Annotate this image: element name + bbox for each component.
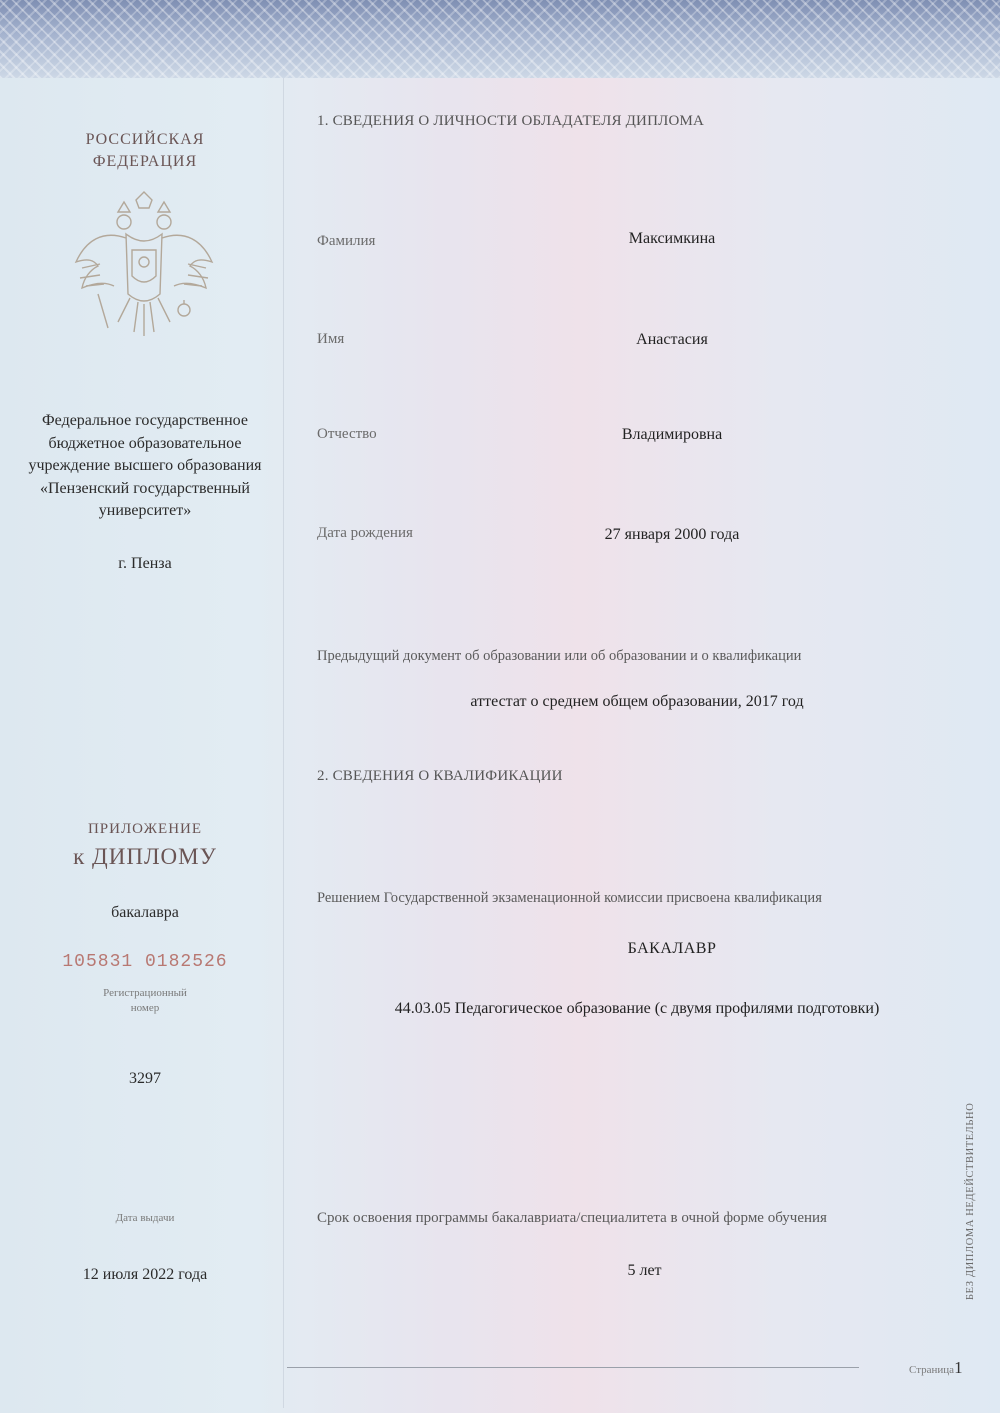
- patronymic-label: Отчество: [317, 426, 377, 442]
- previous-document-value: аттестат о среднем общем образовании, 2017 год: [470, 693, 804, 710]
- issue-date-value: 12 июля 2022 года: [82, 1266, 208, 1283]
- page-indicator: [909, 1358, 963, 1378]
- reg-label-line-1: Регистрационный: [103, 987, 187, 999]
- security-top-band: [0, 0, 1000, 78]
- org-line: Федеральное государственное: [42, 412, 248, 429]
- surname-value: Максимкина: [628, 230, 716, 247]
- city: г. Пенза: [118, 555, 172, 572]
- reg-label-line-2: номер: [130, 1002, 160, 1014]
- study-term-value: 5 лет: [627, 1262, 662, 1279]
- org-line: университет»: [98, 502, 192, 519]
- country-name: [45, 129, 245, 173]
- birth-date-value: 27 января 2000 года: [604, 526, 740, 543]
- issue-date-label: Дата выдачи: [115, 1212, 175, 1224]
- qualification-value: БАКАЛАВР: [627, 940, 717, 957]
- first-name-label: Имя: [317, 331, 345, 347]
- organization-name: [5, 410, 285, 523]
- first-name-value: Анастасия: [636, 331, 708, 348]
- country-line-1: РОССИЙСКАЯ: [85, 131, 205, 148]
- degree-level: бакалавра: [111, 904, 179, 921]
- program-value: 44.03.05 Педагогическое образование (с двумя профилями подготовки): [394, 1000, 880, 1017]
- double-headed-eagle-emblem-icon: [68, 190, 220, 340]
- birth-date-label: Дата рождения: [317, 525, 413, 541]
- previous-document-label: Предыдущий документ об образовании или об образовании и о квалификации: [317, 648, 802, 664]
- org-line: бюджетное образовательное: [48, 434, 242, 452]
- country-line-2: ФЕДЕРАЦИЯ: [92, 153, 198, 170]
- surname-label: Фамилия: [317, 233, 376, 249]
- signature-line: [287, 1367, 859, 1368]
- study-term-label: Срок освоения программы бакалавриата/специалитета в очной форме обучения: [317, 1210, 827, 1226]
- column-divider: [283, 78, 284, 1408]
- title-line-1: ПРИЛОЖЕНИЕ: [87, 821, 203, 837]
- reg-number-label: [45, 986, 245, 1016]
- serial-number: 105831 0182526: [62, 952, 228, 972]
- document-title: [45, 818, 245, 872]
- org-line: «Пензенский государственный: [40, 479, 250, 497]
- validity-note: БЕЗ ДИПЛОМА НЕДЕЙСТВИТЕЛЬНО: [965, 1102, 976, 1300]
- section-1-heading: 1. СВЕДЕНИЯ О ЛИЧНОСТИ ОБЛАДАТЕЛЯ ДИПЛОМА: [317, 113, 705, 129]
- reg-number-value: 3297: [129, 1070, 161, 1087]
- org-line: учреждение высшего образования: [28, 457, 262, 474]
- patronymic-value: Владимировна: [621, 426, 723, 443]
- page-number: 1: [954, 1358, 963, 1377]
- commission-decision-label: Решением Государственной экзаменационной комиссии присвоена квалификация: [317, 890, 822, 906]
- page-label: Страница: [909, 1364, 955, 1376]
- title-line-2: к ДИПЛОМУ: [73, 844, 217, 869]
- section-2-heading: 2. СВЕДЕНИЯ О КВАЛИФИКАЦИИ: [317, 768, 563, 784]
